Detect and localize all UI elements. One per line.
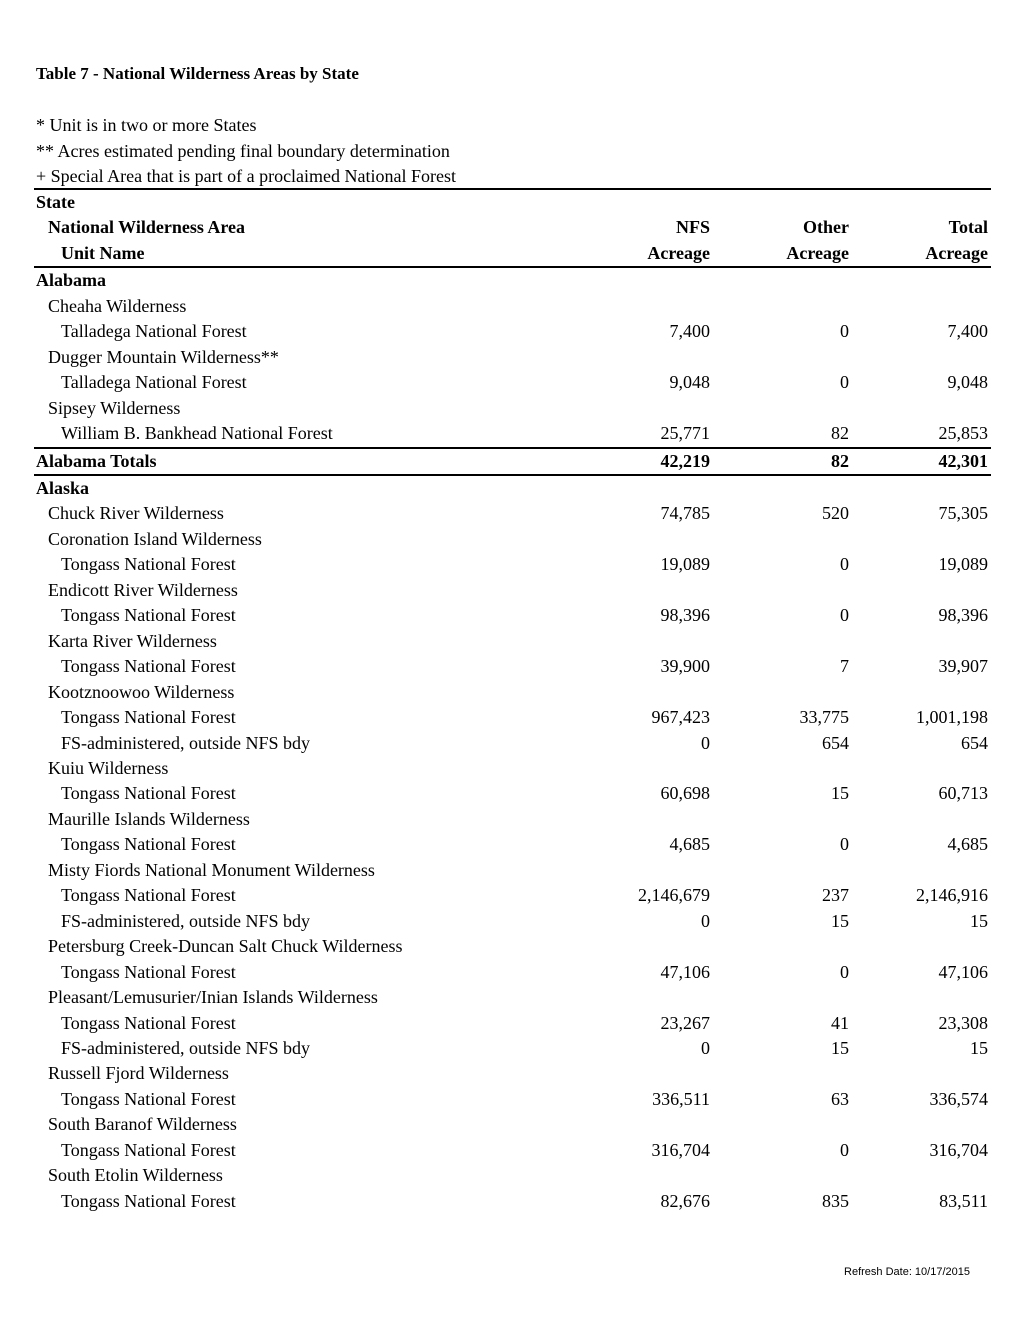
total-acreage: 39,907 bbox=[938, 656, 988, 677]
total-acreage bbox=[852, 934, 991, 959]
total-acreage bbox=[852, 1061, 991, 1086]
total-acreage: 654 bbox=[961, 732, 988, 753]
unit-name: Tongass National Forest bbox=[61, 834, 236, 855]
other-acreage: 654 bbox=[822, 732, 849, 753]
total-acreage: 7,400 bbox=[947, 321, 988, 342]
wilderness-row bbox=[34, 858, 991, 883]
nfs-acreage: 60,698 bbox=[660, 783, 710, 804]
other-acreage bbox=[713, 807, 852, 832]
state-name: Alabama bbox=[36, 270, 107, 291]
wilderness-row bbox=[34, 934, 991, 959]
unit-row bbox=[34, 1189, 991, 1214]
totals-total: 42,301 bbox=[852, 448, 991, 475]
nfs-acreage: 336,511 bbox=[652, 1088, 710, 1109]
nfs-acreage: 0 bbox=[701, 1037, 710, 1058]
unit-name: Tongass National Forest bbox=[61, 656, 236, 677]
wilderness-row bbox=[34, 807, 991, 832]
unit-row bbox=[34, 731, 991, 756]
other-acreage: 7 bbox=[840, 656, 849, 677]
other-acreage bbox=[713, 985, 852, 1010]
nfs-acreage bbox=[574, 1061, 713, 1086]
total-acreage: 15 bbox=[970, 1037, 988, 1058]
wilderness-row bbox=[34, 294, 991, 319]
unit-row bbox=[34, 1036, 991, 1061]
nfs-acreage bbox=[574, 294, 713, 319]
state-row bbox=[34, 267, 991, 293]
nfs-acreage bbox=[574, 629, 713, 654]
header-area: National Wilderness Area bbox=[48, 217, 246, 238]
wilderness-name: Sipsey Wilderness bbox=[48, 397, 181, 418]
total-acreage: 1,001,198 bbox=[916, 707, 988, 728]
unit-name: Tongass National Forest bbox=[61, 1190, 236, 1211]
unit-row bbox=[34, 883, 991, 908]
total-acreage: 9,048 bbox=[947, 372, 988, 393]
page-title: Table 7 - National Wilderness Areas by State bbox=[36, 64, 359, 83]
other-acreage bbox=[713, 756, 852, 781]
wilderness-row bbox=[34, 1112, 991, 1137]
nfs-acreage: 74,785 bbox=[660, 503, 710, 524]
refresh-date: Refresh Date: 10/17/2015 bbox=[844, 1266, 970, 1278]
wilderness-name: Kootznoowoo Wilderness bbox=[48, 681, 235, 702]
wilderness-row bbox=[34, 1163, 991, 1188]
wilderness-row bbox=[34, 680, 991, 705]
nfs-acreage bbox=[574, 1112, 713, 1137]
unit-name: Tongass National Forest bbox=[61, 605, 236, 626]
nfs-acreage bbox=[574, 345, 713, 370]
nfs-acreage: 9,048 bbox=[669, 372, 710, 393]
unit-row bbox=[34, 319, 991, 344]
unit-row bbox=[34, 370, 991, 395]
nfs-acreage: 4,685 bbox=[669, 834, 710, 855]
nfs-acreage: 316,704 bbox=[651, 1139, 710, 1160]
unit-name: Tongass National Forest bbox=[61, 554, 236, 575]
nfs-acreage: 19,089 bbox=[660, 554, 710, 575]
nfs-acreage bbox=[574, 807, 713, 832]
state-name: Alaska bbox=[36, 477, 90, 498]
total-acreage: 75,305 bbox=[938, 503, 988, 524]
unit-name: Tongass National Forest bbox=[61, 1012, 236, 1033]
state-totals-row bbox=[34, 448, 991, 475]
totals-nfs: 42,219 bbox=[574, 448, 713, 475]
total-acreage bbox=[852, 345, 991, 370]
unit-name: Tongass National Forest bbox=[61, 1139, 236, 1160]
unit-name: FS-administered, outside NFS bdy bbox=[61, 1037, 311, 1058]
unit-name: Talladega National Forest bbox=[61, 321, 247, 342]
note-multistate: * Unit is in two or more States bbox=[36, 115, 257, 135]
wilderness-name: Dugger Mountain Wilderness** bbox=[48, 346, 279, 367]
wilderness-row bbox=[34, 527, 991, 552]
table-body bbox=[34, 267, 991, 1214]
nfs-acreage: 82,676 bbox=[660, 1190, 710, 1211]
total-acreage bbox=[852, 756, 991, 781]
nfs-acreage: 39,900 bbox=[660, 656, 710, 677]
other-acreage bbox=[713, 858, 852, 883]
nfs-acreage: 2,146,679 bbox=[638, 885, 710, 906]
unit-name: Tongass National Forest bbox=[61, 961, 236, 982]
nfs-acreage: 47,106 bbox=[660, 961, 710, 982]
total-acreage: 47,106 bbox=[938, 961, 988, 982]
wilderness-row bbox=[34, 501, 991, 526]
wilderness-row bbox=[34, 345, 991, 370]
wilderness-name: Karta River Wilderness bbox=[48, 630, 217, 651]
total-acreage bbox=[852, 985, 991, 1010]
nfs-acreage bbox=[574, 1163, 713, 1188]
empty-cell bbox=[713, 475, 852, 501]
total-acreage bbox=[852, 858, 991, 883]
other-acreage bbox=[713, 1112, 852, 1137]
other-acreage bbox=[713, 578, 852, 603]
unit-name: Tongass National Forest bbox=[61, 885, 236, 906]
other-acreage bbox=[713, 1163, 852, 1188]
other-acreage: 41 bbox=[831, 1012, 849, 1033]
wilderness-name: Maurille Islands Wilderness bbox=[48, 808, 250, 829]
wilderness-name: Chuck River Wilderness bbox=[48, 503, 224, 524]
empty-cell bbox=[574, 475, 713, 501]
total-acreage bbox=[852, 527, 991, 552]
total-acreage: 19,089 bbox=[938, 554, 988, 575]
nfs-acreage bbox=[574, 934, 713, 959]
total-acreage: 4,685 bbox=[947, 834, 988, 855]
wilderness-row bbox=[34, 629, 991, 654]
unit-row bbox=[34, 552, 991, 577]
note-special-area: + Special Area that is part of a proclaimed National Forest bbox=[36, 166, 457, 186]
wilderness-name: South Baranof Wilderness bbox=[48, 1114, 237, 1135]
total-acreage: 15 bbox=[970, 910, 988, 931]
other-acreage: 0 bbox=[840, 321, 849, 342]
other-acreage bbox=[713, 294, 852, 319]
notes bbox=[36, 113, 952, 190]
other-acreage bbox=[713, 1061, 852, 1086]
wilderness-name: Pleasant/Lemusurier/Inian Islands Wilderness bbox=[48, 987, 378, 1008]
total-acreage: 25,853 bbox=[938, 423, 988, 444]
totals-other: 82 bbox=[713, 448, 852, 475]
total-acreage bbox=[852, 1112, 991, 1137]
other-acreage bbox=[713, 680, 852, 705]
nfs-acreage: 967,423 bbox=[651, 707, 710, 728]
wilderness-row bbox=[34, 985, 991, 1010]
wilderness-name: Misty Fiords National Monument Wilderness bbox=[48, 859, 375, 880]
total-acreage bbox=[852, 578, 991, 603]
other-acreage bbox=[713, 527, 852, 552]
total-acreage: 23,308 bbox=[938, 1012, 988, 1033]
other-acreage: 33,775 bbox=[799, 707, 849, 728]
wilderness-row bbox=[34, 396, 991, 421]
header-nfs: NFS bbox=[675, 217, 710, 238]
nfs-acreage bbox=[574, 985, 713, 1010]
nfs-acreage: 25,771 bbox=[660, 423, 710, 444]
header-other: Other bbox=[803, 217, 849, 238]
total-acreage bbox=[852, 1163, 991, 1188]
total-acreage bbox=[852, 807, 991, 832]
other-acreage: 15 bbox=[831, 783, 849, 804]
empty-cell bbox=[574, 267, 713, 293]
nfs-acreage: 23,267 bbox=[660, 1012, 710, 1033]
header-total: Total bbox=[948, 217, 988, 238]
total-acreage: 336,574 bbox=[929, 1088, 988, 1109]
total-acreage: 83,511 bbox=[939, 1190, 988, 1211]
empty-cell bbox=[852, 267, 991, 293]
total-acreage bbox=[852, 629, 991, 654]
state-row bbox=[34, 475, 991, 501]
nfs-acreage bbox=[574, 578, 713, 603]
nfs-acreage: 98,396 bbox=[660, 605, 710, 626]
other-acreage bbox=[713, 396, 852, 421]
nfs-acreage bbox=[574, 858, 713, 883]
other-acreage: 82 bbox=[831, 423, 849, 444]
wilderness-row bbox=[34, 578, 991, 603]
other-acreage: 835 bbox=[822, 1190, 849, 1211]
header-total-acreage: Acreage bbox=[852, 241, 991, 267]
note-estimated: ** Acres estimated pending final boundary determination bbox=[36, 140, 450, 161]
other-acreage: 0 bbox=[840, 372, 849, 393]
unit-name: FS-administered, outside NFS bdy bbox=[61, 910, 311, 931]
unit-row bbox=[34, 654, 991, 679]
other-acreage: 0 bbox=[840, 961, 849, 982]
other-acreage bbox=[713, 934, 852, 959]
header-other-acreage: Acreage bbox=[713, 241, 852, 267]
unit-name: Tongass National Forest bbox=[61, 707, 236, 728]
header-state: State bbox=[34, 189, 574, 215]
empty-cell bbox=[852, 475, 991, 501]
total-acreage: 60,713 bbox=[938, 783, 988, 804]
unit-row bbox=[34, 1087, 991, 1112]
unit-row bbox=[34, 1138, 991, 1163]
header-nfs-acreage: Acreage bbox=[574, 241, 713, 267]
wilderness-name: Endicott River Wilderness bbox=[48, 579, 238, 600]
wilderness-row bbox=[34, 1061, 991, 1086]
unit-row bbox=[34, 781, 991, 806]
header-row-3 bbox=[34, 241, 991, 267]
other-acreage: 237 bbox=[822, 885, 849, 906]
wilderness-name: Petersburg Creek-Duncan Salt Chuck Wilderness bbox=[48, 936, 403, 957]
unit-row bbox=[34, 1011, 991, 1036]
nfs-acreage: 0 bbox=[701, 910, 710, 931]
totals-label: Alabama Totals bbox=[34, 448, 574, 475]
other-acreage: 15 bbox=[831, 1037, 849, 1058]
unit-row bbox=[34, 909, 991, 934]
header-unit: Unit Name bbox=[34, 241, 574, 267]
unit-row bbox=[34, 960, 991, 985]
other-acreage: 15 bbox=[831, 910, 849, 931]
other-acreage: 0 bbox=[840, 554, 849, 575]
wilderness-name: Russell Fjord Wilderness bbox=[48, 1063, 229, 1084]
unit-name: Tongass National Forest bbox=[61, 783, 236, 804]
unit-name: FS-administered, outside NFS bdy bbox=[61, 732, 311, 753]
total-acreage: 98,396 bbox=[938, 605, 988, 626]
empty-cell bbox=[713, 267, 852, 293]
unit-name: Tongass National Forest bbox=[61, 1088, 236, 1109]
wilderness-table bbox=[34, 188, 991, 1214]
nfs-acreage: 7,400 bbox=[669, 321, 710, 342]
nfs-acreage: 0 bbox=[701, 732, 710, 753]
wilderness-name: Kuiu Wilderness bbox=[48, 757, 169, 778]
wilderness-row bbox=[34, 756, 991, 781]
unit-row bbox=[34, 705, 991, 730]
other-acreage: 0 bbox=[840, 1139, 849, 1160]
other-acreage: 63 bbox=[831, 1088, 849, 1109]
other-acreage: 0 bbox=[840, 605, 849, 626]
other-acreage bbox=[713, 629, 852, 654]
total-acreage: 2,146,916 bbox=[916, 885, 988, 906]
wilderness-name: Cheaha Wilderness bbox=[48, 295, 187, 316]
other-acreage bbox=[713, 345, 852, 370]
wilderness-name: Coronation Island Wilderness bbox=[48, 528, 262, 549]
unit-row bbox=[34, 832, 991, 857]
total-acreage bbox=[852, 294, 991, 319]
header-row-1 bbox=[34, 189, 991, 215]
header-row-2 bbox=[34, 215, 991, 240]
unit-name: Talladega National Forest bbox=[61, 372, 247, 393]
nfs-acreage bbox=[574, 396, 713, 421]
wilderness-name: South Etolin Wilderness bbox=[48, 1165, 223, 1186]
total-acreage bbox=[852, 680, 991, 705]
other-acreage: 0 bbox=[840, 834, 849, 855]
other-acreage: 520 bbox=[822, 503, 849, 524]
unit-name: William B. Bankhead National Forest bbox=[61, 423, 333, 444]
total-acreage: 316,704 bbox=[929, 1139, 988, 1160]
total-acreage bbox=[852, 396, 991, 421]
nfs-acreage bbox=[574, 756, 713, 781]
nfs-acreage bbox=[574, 527, 713, 552]
nfs-acreage bbox=[574, 680, 713, 705]
unit-row bbox=[34, 603, 991, 628]
unit-row bbox=[34, 421, 991, 447]
